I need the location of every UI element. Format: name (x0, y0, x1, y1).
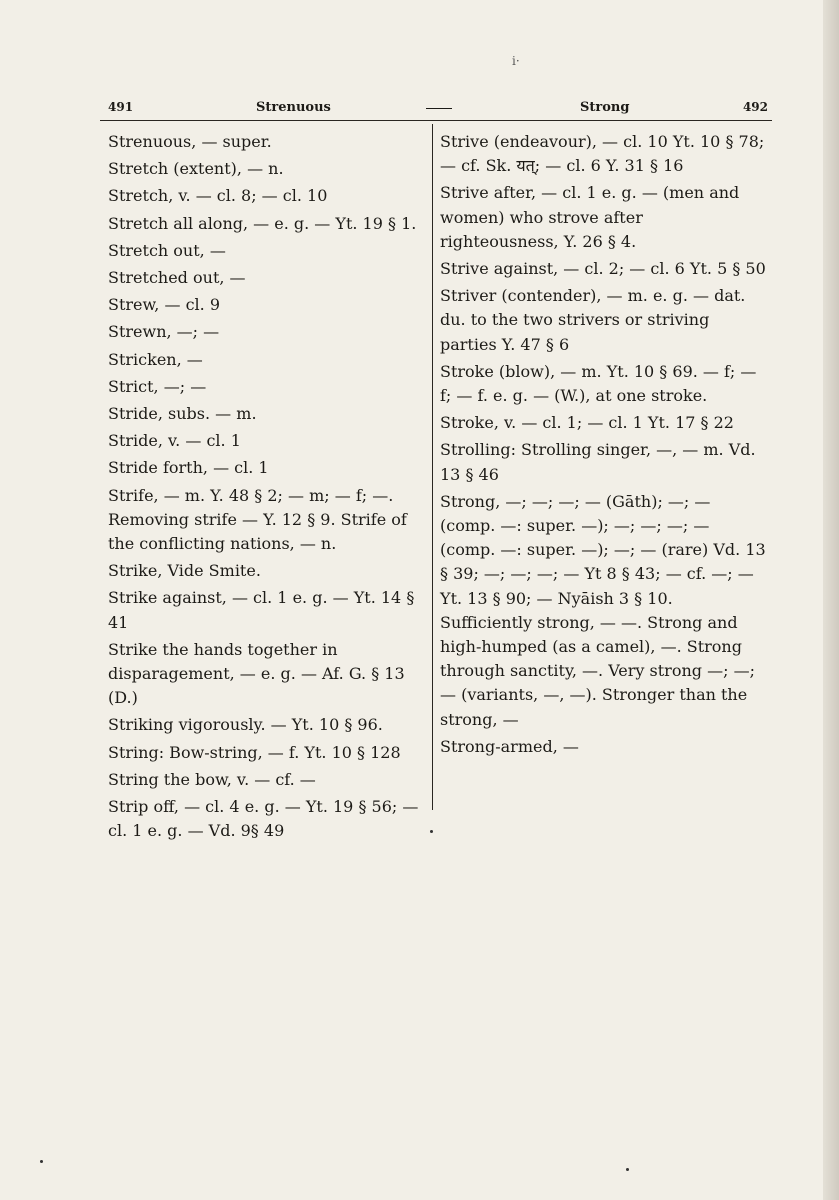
ink-speck (40, 1160, 43, 1163)
left-page-number: 491 (108, 100, 134, 114)
ink-speck (626, 1168, 629, 1171)
entry: Strew, — cl. 9 (108, 295, 220, 315)
entry: Stretch, v. — cl. 8; — cl. 10 (108, 186, 328, 206)
entry: String the bow, v. — cf. — (108, 769, 316, 789)
entry: String: Bow-string, — f. Yt. 10 § 128 (108, 742, 401, 762)
entry: Striking vigorously. — Yt. 10 § 96. (108, 715, 383, 735)
entry: Stretch out, — (108, 240, 226, 260)
entry: Strolling: Strolling singer, —, — m. Vd. 13 § 46 (440, 440, 756, 484)
entry: Strenuous, — super. (108, 132, 272, 151)
entry: Stride, subs. — m. (108, 404, 257, 424)
entry: Strip off, — cl. 4 e. g. — Yt. 19 § 56; — cl. 1 e. g. — Vd. 9§ 49 (108, 797, 419, 841)
entry: Stroke (blow), — m. Yt. 10 § 69. — f; — f; — f. e. g. — (W.), at one stroke. (440, 361, 757, 406)
entry: Strive after, — cl. 1 e. g. — (men and women) who strove after righteousness, Y. 26 § 4. (440, 183, 740, 251)
entry: Strike the hands together in disparagement, — e. g. — Af. G. § 13 (D.) (108, 639, 405, 708)
entry: Strong-armed, — (440, 736, 579, 756)
entry: Strive against, — cl. 2; — cl. 6 Yt. 5 § 50 (440, 259, 766, 279)
entry: Strong, —; —; —; — (Gāth); —; — (comp. —: super. —); —; —; —; — (comp. —: super. —); —; — (rare) Vd. 13 § 39; —; —; —; — Yt 8 § 43; — cf. —; — Yt. 13 § 90; — Nyāish 3 § 10. Sufficiently strong, — —. Strong and high-humped (as a camel), —. Strong through sanctity, —. Very strong —; —; — (variants, —, —). Stronger than the strong, — (440, 491, 766, 729)
entry: Strict, —; — (108, 376, 207, 396)
entry: Striver (contender), — m. e. g. — dat. du. to the two strivers or striving parties Y. 47 § 6 (440, 286, 746, 354)
entry: Stretch (extent), — n. (108, 159, 284, 179)
entry: Stroke, v. — cl. 1; — cl. 1 Yt. 17 § 22 (440, 413, 734, 433)
left-guide-word: Strenuous (256, 100, 331, 115)
entry: Stride forth, — cl. 1 (108, 458, 269, 478)
running-header (108, 96, 768, 118)
entry: Strive (endeavour), — cl. 10 Yt. 10 § 78; — cf. Sk. यत्; — cl. 6 Y. 31 § 16 (440, 132, 765, 176)
header-dash (426, 108, 452, 109)
right-page-number: 492 (742, 100, 768, 114)
column-divider (432, 124, 433, 810)
right-column (440, 130, 766, 762)
right-guide-word: Strong (580, 100, 630, 115)
entry: Stretch all along, — e. g. — Yt. 19 § 1. (108, 213, 417, 233)
ink-speck (430, 830, 433, 833)
entry: Strike, Vide Smite. (108, 561, 261, 581)
page-gutter (823, 0, 839, 1200)
entry: Strike against, — cl. 1 e. g. — Yt. 14 § 41 (108, 588, 415, 632)
stray-mark: i· (512, 54, 520, 68)
left-column (108, 130, 426, 846)
entry: Stretched out, — (108, 268, 246, 288)
header-rule (100, 120, 772, 121)
entry: Strife, — m. Y. 48 § 2; — m; — f; —. Removing strife — Y. 12 § 9. Strife of the conflicting nations, — n. (108, 485, 407, 554)
entry: Strewn, —; — (108, 322, 220, 342)
entry: Stricken, — (108, 349, 203, 369)
entry: Stride, v. — cl. 1 (108, 431, 241, 451)
